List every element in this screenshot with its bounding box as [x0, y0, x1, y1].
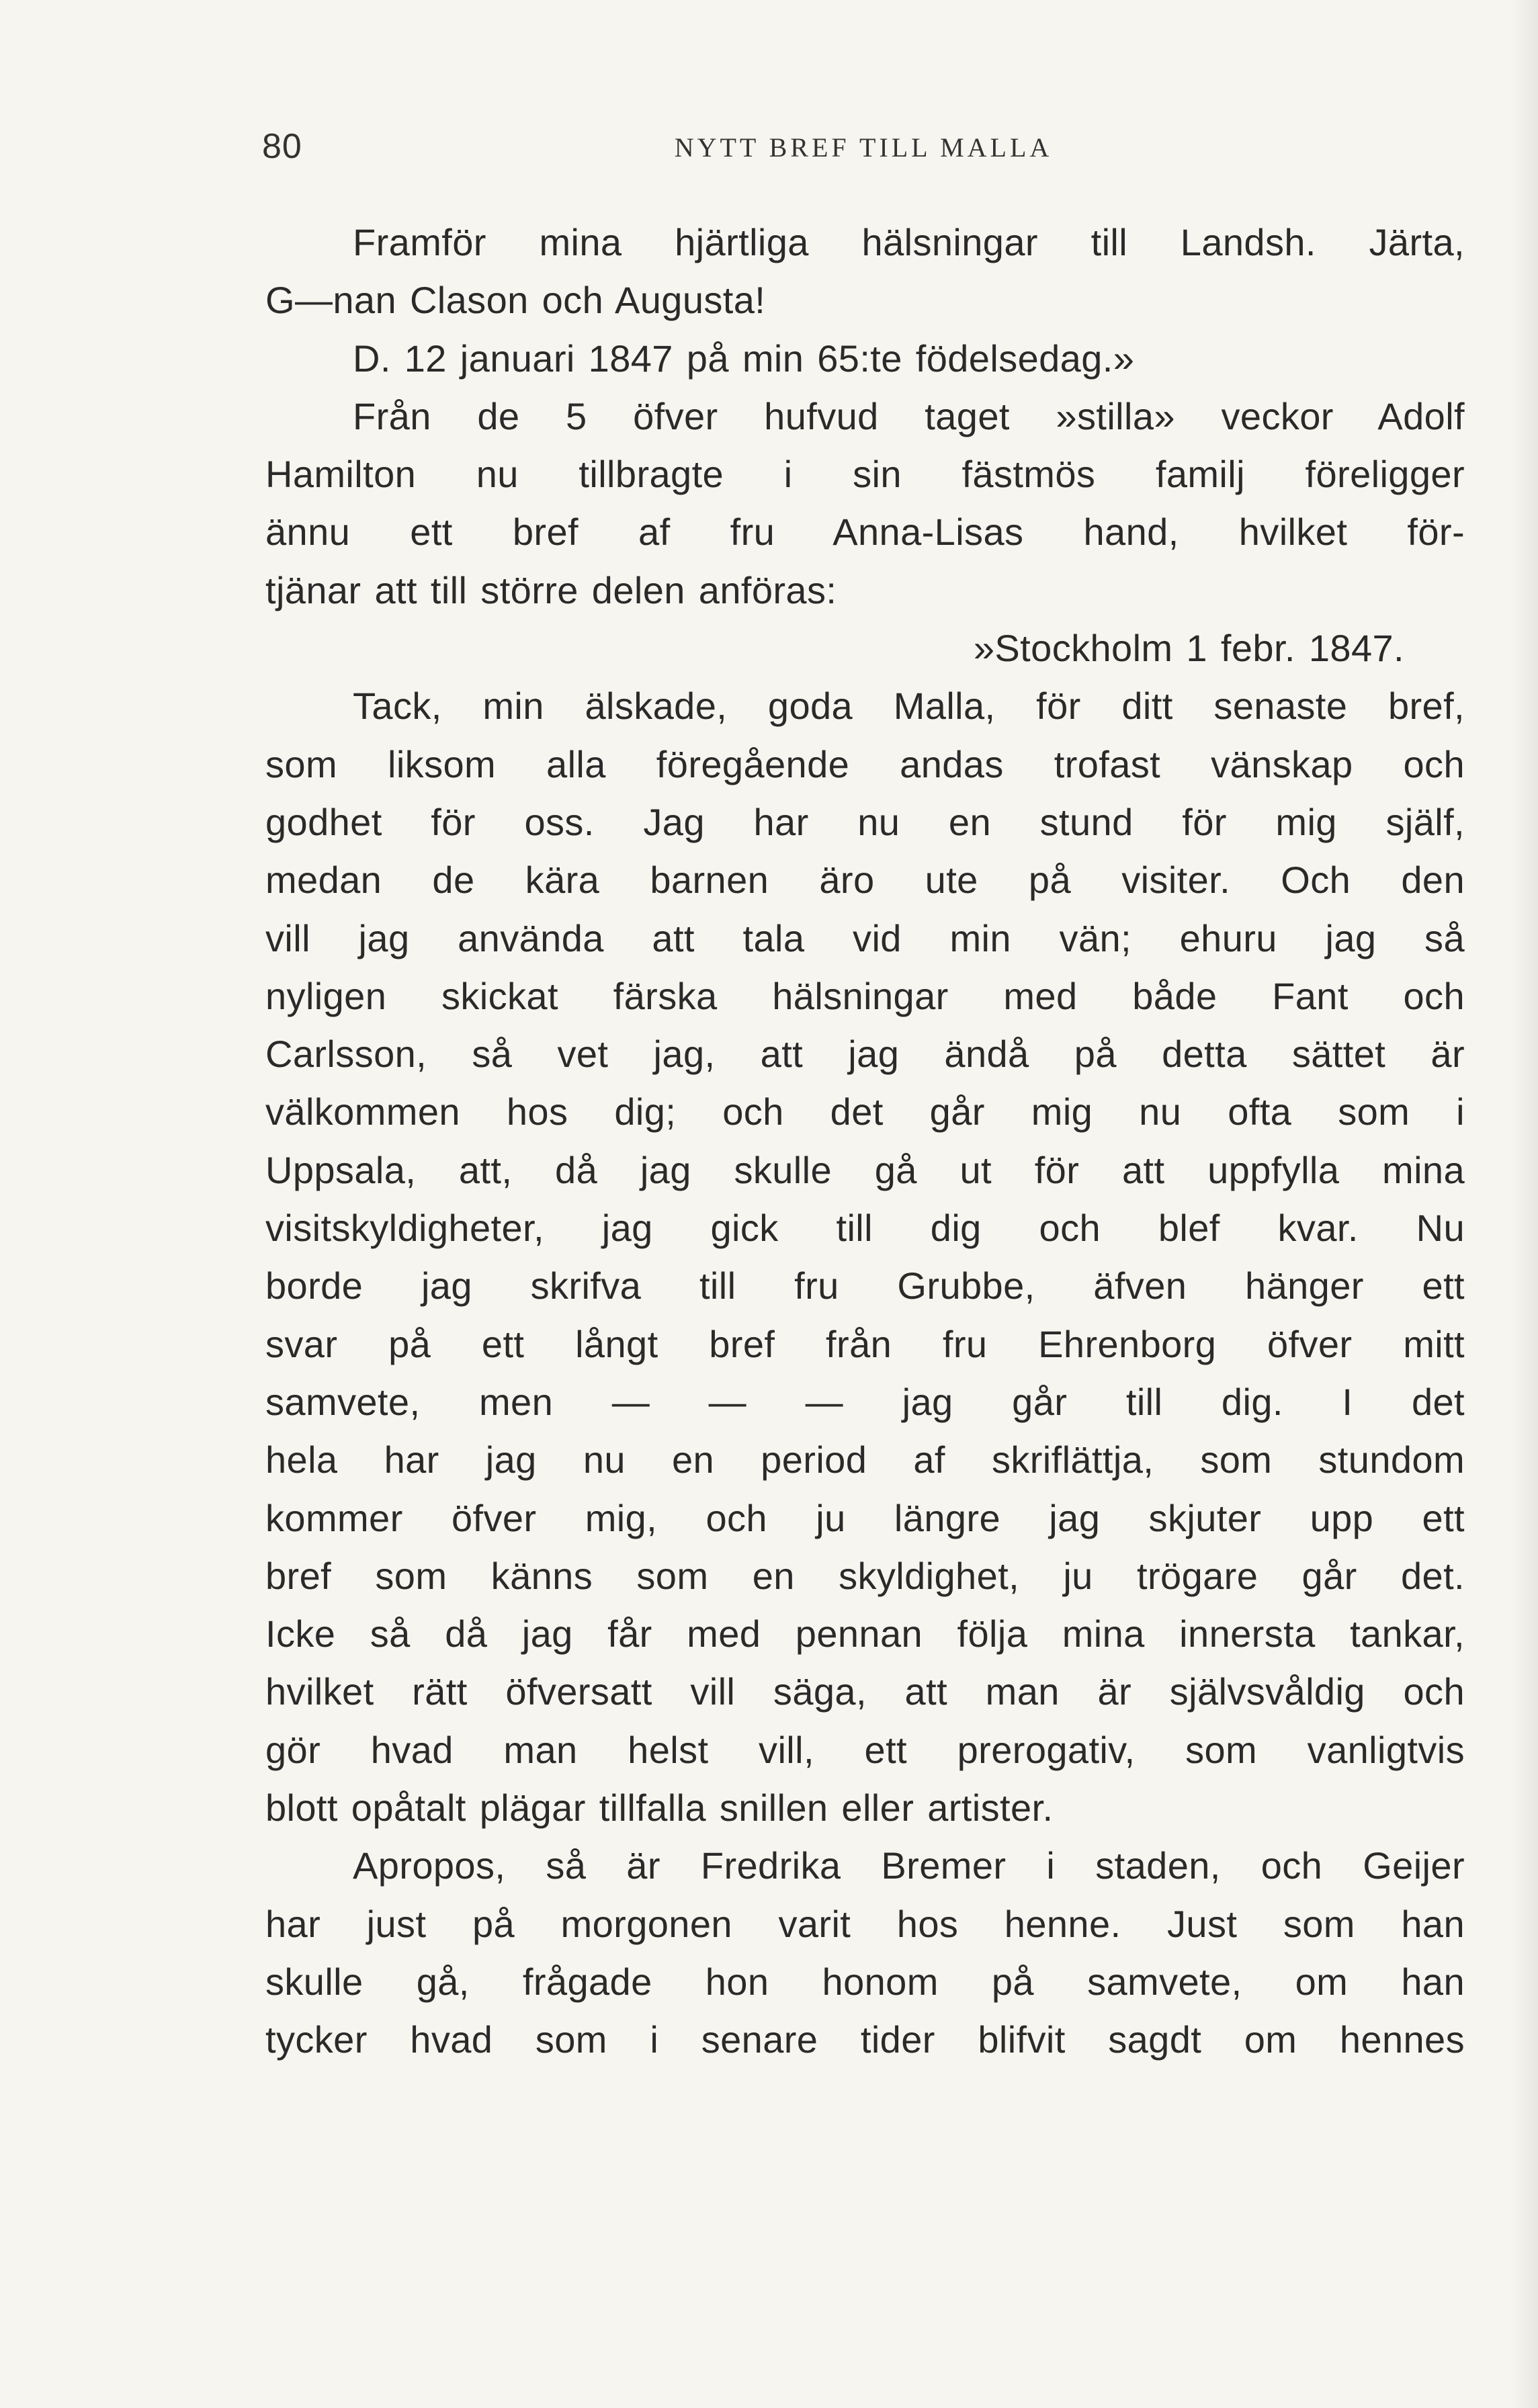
text-line: Framför mina hjärtliga hälsningar till Landsh. Järta, [353, 221, 1465, 263]
text-line: medan de kära barnen äro ute på visiter. Och den [265, 859, 1465, 902]
text-line: välkommen hos dig; och det går mig nu ofta som i [265, 1090, 1465, 1133]
text-line: visitskyldigheter, jag gick till dig och blef kvar. Nu [265, 1207, 1465, 1250]
text-line: Carlsson, så vet jag, att jag ändå på detta sättet är [265, 1033, 1465, 1076]
text-line: vill jag använda att tala vid min vän; ehuru jag så [265, 916, 1465, 959]
text-line: Icke så då jag får med pennan följa mina innersta tankar, [265, 1612, 1465, 1656]
text-line: ännu ett bref af fru Anna-Lisas hand, hvilket för- [265, 511, 1465, 554]
text-line: D. 12 januari 1847 på min 65:te födelsedag.» [353, 337, 1135, 380]
text-line: tjänar att till större delen anföras: [265, 568, 837, 611]
text-line: hvilket rätt öfversatt vill säga, att man är självsvåldig och [265, 1670, 1465, 1713]
text-line: kommer öfver mig, och ju längre jag skjuter upp ett [265, 1496, 1465, 1539]
page-header [262, 126, 1465, 173]
letter-dateline: »Stockholm 1 febr. 1847. [973, 627, 1404, 670]
page-edge-shadow [1511, 0, 1538, 2408]
text-line: Apropos, så är Fredrika Bremer i staden, och Geijer [353, 1844, 1465, 1887]
text-line: Från de 5 öfver hufvud taget »stilla» veckor Adolf [353, 394, 1465, 437]
text-line: har just på morgonen varit hos henne. Just som han [265, 1902, 1465, 1945]
text-line: som liksom alla föregående andas trofast vänskap och [265, 742, 1465, 785]
text-line: svar på ett långt bref från fru Ehrenborg öfver mitt [265, 1322, 1465, 1365]
text-line: hela har jag nu en period af skriflättja, som stundom [265, 1438, 1465, 1481]
text-line: nyligen skickat färska hälsningar med både Fant och [265, 974, 1465, 1017]
text-line: gör hvad man helst vill, ett prerogativ, som vanligtvis [265, 1728, 1465, 1771]
text-line: Tack, min älskade, goda Malla, för ditt senaste bref, [353, 685, 1465, 728]
text-line: G—nan Clason och Augusta! [265, 279, 766, 322]
text-line: tycker hvad som i senare tider blifvit sagdt om hennes [265, 2018, 1465, 2061]
text-line: borde jag skrifva till fru Grubbe, äfven hänger ett [265, 1264, 1465, 1307]
text-line: Uppsala, att, då jag skulle gå ut för att uppfylla mina [265, 1148, 1465, 1191]
running-head: NYTT BREF TILL MALLA [674, 132, 1053, 163]
body-text [265, 214, 1465, 2069]
text-line: Hamilton nu tillbragte i sin fästmös familj föreligger [265, 453, 1465, 496]
text-line: skulle gå, frågade hon honom på samvete, om han [265, 1960, 1465, 2003]
text-line: samvete, men — — — jag går till dig. I det [265, 1380, 1465, 1423]
text-line: blott opåtalt plägar tillfalla snillen eller artister. [265, 1787, 1054, 1830]
text-line: bref som känns som en skyldighet, ju trögare går det. [265, 1554, 1465, 1597]
text-line: godhet för oss. Jag har nu en stund för mig själf, [265, 800, 1465, 843]
page-number: 80 [262, 127, 302, 166]
